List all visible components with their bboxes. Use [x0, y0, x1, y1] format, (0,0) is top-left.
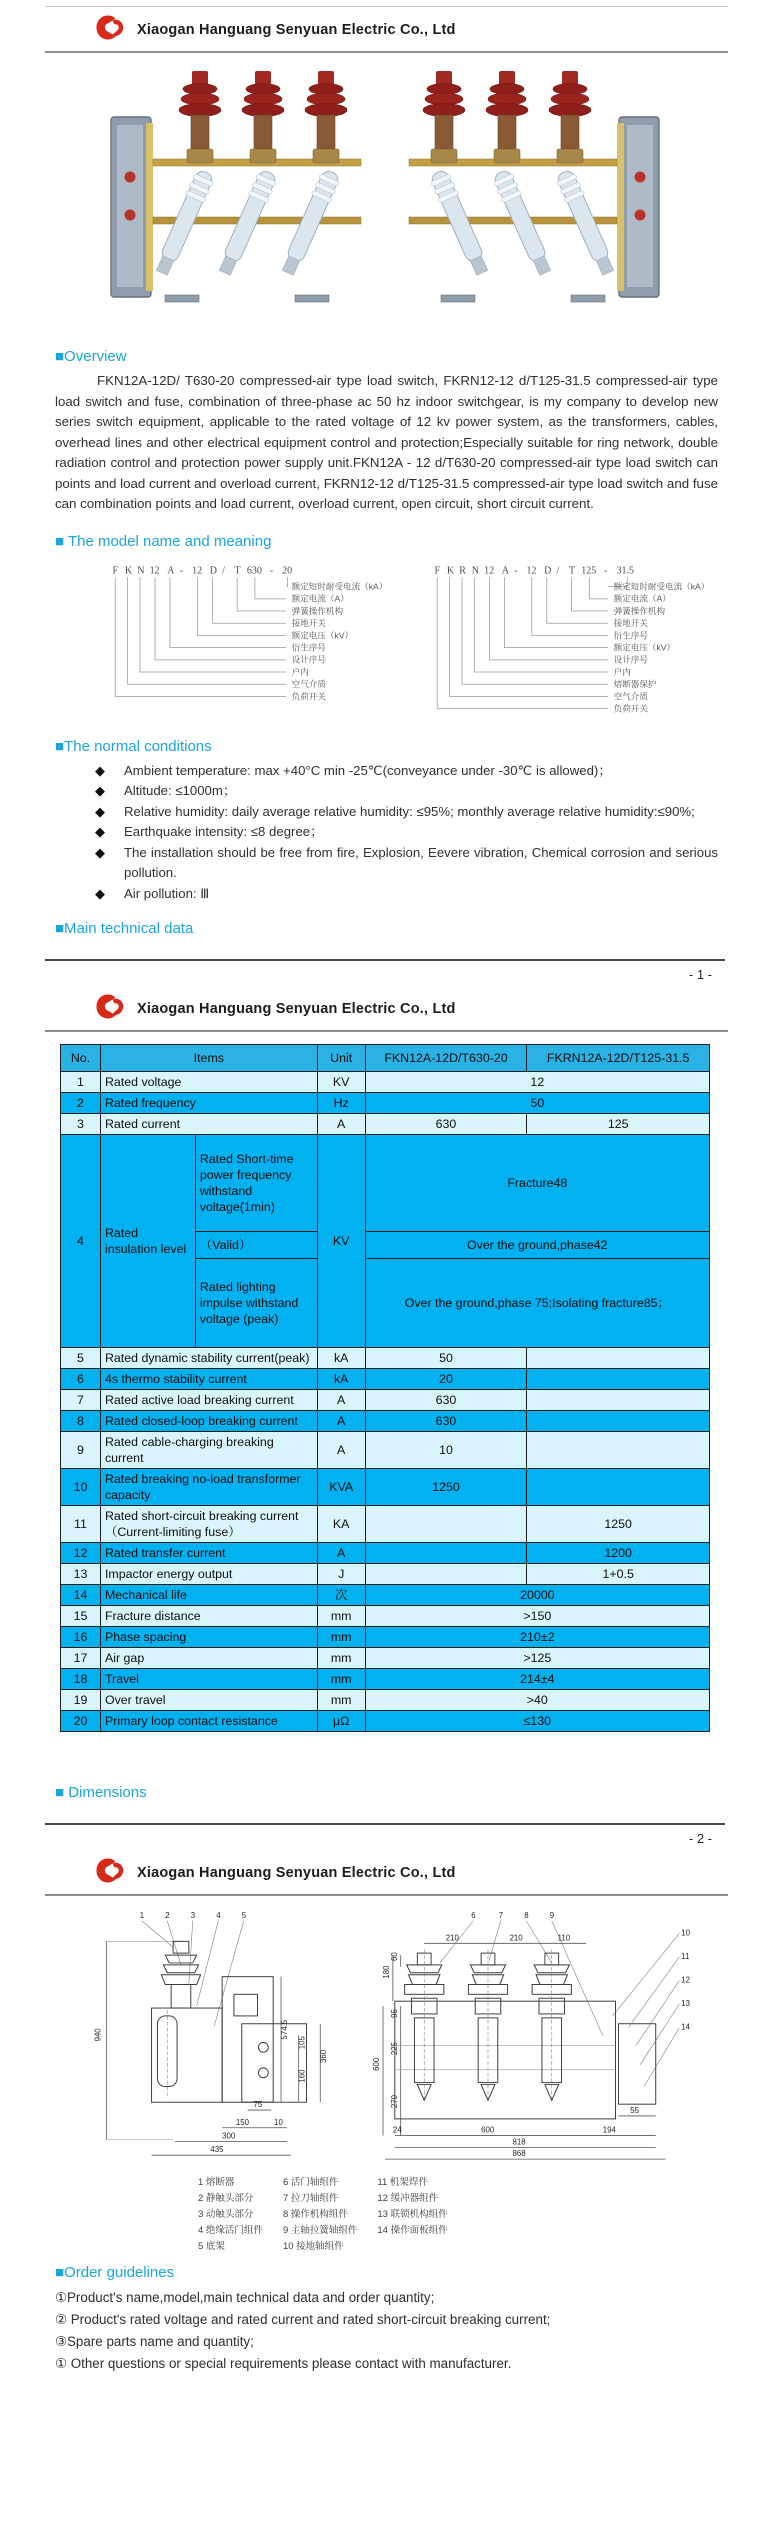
table-cell: Over travel — [100, 1690, 317, 1711]
table-cell — [527, 1369, 710, 1390]
svg-text:574.5: 574.5 — [279, 2019, 289, 2040]
table-cell: 16 — [61, 1627, 101, 1648]
company-logo-icon — [95, 14, 125, 46]
table-cell: ≤130 — [365, 1711, 709, 1732]
table-cell: 20 — [61, 1711, 101, 1732]
model-diagram-label: 空气介质 — [613, 690, 648, 701]
model-diagram-line — [589, 577, 608, 599]
model-diagram-line — [474, 577, 608, 672]
model-diagram-line — [571, 577, 607, 611]
table-row — [61, 1690, 710, 1711]
page1-divider — [45, 959, 725, 961]
table-row — [61, 1390, 710, 1411]
svg-text:14: 14 — [681, 2022, 690, 2032]
condition-item — [95, 781, 718, 802]
svg-text:1: 1 — [139, 1910, 145, 1920]
table-cell: A — [317, 1390, 365, 1411]
condition-item — [95, 843, 718, 884]
svg-text:7: 7 — [498, 1910, 504, 1920]
legend-column — [283, 2174, 357, 2252]
legend-item: 11 机架焊件 — [377, 2177, 428, 2188]
model-diagram-line — [197, 577, 286, 635]
model-diagram-label: 空气介质 — [291, 678, 326, 689]
legend-item: 12 缓冲器组件 — [377, 2193, 439, 2204]
table-cell: 2 — [61, 1093, 101, 1114]
table-cell: Rated lighting impulse withstand voltage (peak) — [195, 1259, 317, 1348]
table-header-cell: FKRN12A-12D/T125-31.5 — [527, 1045, 710, 1072]
model-code-token: T — [234, 564, 241, 576]
model-code-token: A — [501, 564, 509, 576]
model-diagram-line — [504, 577, 608, 648]
table-cell: Rated short-circuit breaking current（Current-limiting fuse） — [100, 1506, 317, 1543]
table-cell: 1250 — [527, 1506, 710, 1543]
table-cell: Rated current — [100, 1114, 317, 1135]
technical-data-table — [60, 1044, 710, 1732]
svg-text:95: 95 — [389, 2009, 399, 2018]
order-guideline-item: ② Product's rated voltage and rated current and rated short-circuit breaking current; — [55, 2312, 551, 2327]
company-name: Xiaogan Hanguang Senyuan Electric Co., Ltd — [137, 1001, 456, 1017]
order-guideline-item: ①Product's name,model,main technical data and order quantity; — [55, 2290, 435, 2305]
main-technical-data-heading: ■Main technical data — [55, 920, 194, 937]
table-cell: 次 — [317, 1585, 365, 1606]
svg-text:940: 940 — [93, 2028, 103, 2042]
svg-text:8: 8 — [524, 1910, 529, 1920]
table-row — [61, 1432, 710, 1469]
table-cell: >40 — [365, 1690, 709, 1711]
condition-item — [95, 822, 718, 843]
condition-item — [95, 884, 718, 905]
company-logo-icon — [95, 993, 125, 1025]
svg-text:4: 4 — [216, 1910, 221, 1920]
table-cell: A — [317, 1411, 365, 1432]
table-cell: 1+0.5 — [527, 1564, 710, 1585]
table-cell: Rated cable-charging breaking current — [100, 1432, 317, 1469]
model-diagram-line — [170, 577, 286, 648]
condition-text: Altitude: ≤1000m； — [124, 783, 237, 798]
diamond-bullet-icon: ◆ — [95, 885, 106, 901]
svg-text:194: 194 — [602, 2125, 616, 2135]
model-diagram-line — [140, 577, 286, 672]
svg-text:2: 2 — [165, 1910, 170, 1920]
table-cell: 125 — [527, 1114, 710, 1135]
model-diagram-line — [449, 577, 607, 696]
model-diagram-label: 额定短时耐受电流（kA） — [613, 580, 709, 591]
svg-text:24: 24 — [392, 2125, 402, 2135]
table-cell: 18 — [61, 1669, 101, 1690]
table-cell: 20 — [365, 1369, 527, 1390]
svg-text:818: 818 — [512, 2137, 526, 2147]
diamond-bullet-icon: ◆ — [95, 844, 106, 860]
svg-text:11: 11 — [681, 1952, 690, 1962]
overview-paragraph: FKN12A-12D/ T630-20 compressed-air type load switch, FKRN12-12 d/T125-31.5 compressed-air type load switch and fuse, combination of three-phase ac 50 hz indoor switchgear, is my company to develop new series switch equipment, applicable to the rated voltage of 12 kv power system, as the transformers, cables, overhead lines and other electrical equipment control and protection;Especially suitable for ring network, double radiation control and protection power supply unit.FKN12A - 12 d/T630-20 compressed-air type load switch can points and load current and overload current, FKRN12-12 d/T125-31.5 compressed-air type load switch and fuse can combination points and load current, overload current, open circuit, short circuit current. — [55, 373, 718, 511]
table-cell: A — [317, 1114, 365, 1135]
model-diagram-label: 负荷开关 — [291, 690, 326, 701]
order-guideline-item: ① Other questions or special requirements please contact with manufacturer. — [55, 2356, 512, 2371]
table-cell: 630 — [365, 1114, 527, 1135]
model-code-token: D — [543, 564, 551, 576]
table-cell: 19 — [61, 1690, 101, 1711]
table-cell: 214±4 — [365, 1669, 709, 1690]
svg-text:600: 600 — [372, 2057, 382, 2071]
table-cell: Fracture distance — [100, 1606, 317, 1627]
table-cell: Fracture48 — [365, 1135, 709, 1232]
model-code-token: K — [446, 564, 454, 576]
table-cell: 5 — [61, 1348, 101, 1369]
diamond-bullet-icon: ◆ — [95, 783, 106, 798]
condition-text: Relative humidity: daily average relative humidity: ≤95%; monthly average relative humidity:≤90%; — [124, 803, 695, 819]
table-cell: mm — [317, 1606, 365, 1627]
model-code-token: R — [458, 564, 466, 576]
table-cell: Rated dynamic stability current(peak) — [100, 1348, 317, 1369]
model-diagram-label: 设计序号 — [613, 654, 648, 665]
legend-item: 13 联锁机构组件 — [377, 2209, 448, 2220]
legend-item: 8 操作机构组件 — [282, 2209, 348, 2220]
table-cell: 12 — [365, 1072, 709, 1093]
model-code-token: F — [112, 564, 119, 576]
model-diagram-label: 额定电压（kV） — [613, 641, 675, 652]
model-diagrams — [103, 556, 718, 724]
svg-text:10: 10 — [274, 2117, 283, 2127]
model-code-token: D — [209, 564, 217, 576]
order-guidelines-heading: ■Order guidelines — [55, 2264, 175, 2281]
table-row — [61, 1711, 710, 1732]
table-cell: Hz — [317, 1093, 365, 1114]
model-diagram-label: 户内 — [291, 666, 309, 677]
page2-divider — [45, 1823, 725, 1825]
model-diagram-right — [425, 556, 719, 724]
svg-text:225: 225 — [389, 2042, 399, 2056]
table-row — [61, 1627, 710, 1648]
table-header-cell: No. — [61, 1045, 101, 1072]
table-cell: >125 — [365, 1648, 709, 1669]
table-cell — [365, 1543, 527, 1564]
svg-text:110: 110 — [557, 1933, 571, 1943]
table-cell: 7 — [61, 1390, 101, 1411]
model-code-token: 20 — [282, 564, 293, 576]
svg-text:360: 360 — [319, 2049, 329, 2063]
order-guidelines-list — [55, 2287, 718, 2375]
model-code-token: A — [167, 564, 175, 576]
table-row — [61, 1093, 710, 1114]
table-header-cell: Unit — [317, 1045, 365, 1072]
model-code-token: T — [568, 564, 575, 576]
model-diagram-line — [531, 577, 607, 635]
table-row — [61, 1606, 710, 1627]
model-diagram-label: 熔断器保护 — [613, 678, 657, 689]
condition-text: Earthquake intensity: ≤8 degree； — [124, 824, 324, 839]
svg-text:160: 160 — [297, 2069, 307, 2083]
table-header — [61, 1045, 710, 1072]
table-cell: mm — [317, 1669, 365, 1690]
table-cell: 20000 — [365, 1585, 709, 1606]
table-cell: 6 — [61, 1369, 101, 1390]
model-meaning-heading: ■ The model name and meaning — [55, 532, 272, 550]
condition-text: Ambient temperature: max +40°C min -25℃(conveyance under -30℃ is allowed)； — [124, 762, 612, 778]
table-cell: Rated Short-time power frequency withstand voltage(1min) — [195, 1135, 317, 1232]
table-cell: 50 — [365, 1093, 709, 1114]
company-logo-icon — [95, 1857, 125, 1889]
table-row — [61, 1506, 710, 1543]
table-cell: 1250 — [365, 1469, 527, 1506]
table-cell: mm — [317, 1627, 365, 1648]
table-cell: 630 — [365, 1390, 527, 1411]
table-cell: Rated insulation level — [100, 1135, 195, 1348]
legend-item: 9 主轴拉簧轴组件 — [282, 2225, 358, 2236]
page1-number: - 1 - — [688, 967, 712, 982]
table-cell: 17 — [61, 1648, 101, 1669]
model-diagram-label: 额定电流（A） — [613, 593, 671, 604]
model-code-token: F — [434, 564, 440, 576]
condition-item — [95, 802, 718, 823]
company-name: Xiaogan Hanguang Senyuan Electric Co., Ltd — [137, 22, 456, 38]
model-diagram-line — [546, 577, 607, 623]
table-row — [61, 1669, 710, 1690]
model-code-token: K — [124, 564, 133, 576]
table-cell: 4 — [61, 1135, 101, 1348]
table-cell: 50 — [365, 1348, 527, 1369]
table-cell — [527, 1390, 710, 1411]
company-name: Xiaogan Hanguang Senyuan Electric Co., Ltd — [137, 1865, 456, 1881]
table-cell: 15 — [61, 1606, 101, 1627]
legend-column — [198, 2174, 263, 2252]
table-cell: Rated frequency — [100, 1093, 317, 1114]
table-row — [61, 1348, 710, 1369]
table-row — [61, 1369, 710, 1390]
table-cell: 14 — [61, 1585, 101, 1606]
svg-text:10: 10 — [681, 1928, 690, 1938]
table-cell: KV — [317, 1072, 365, 1093]
page-header — [45, 1850, 728, 1896]
table-cell: 1200 — [527, 1543, 710, 1564]
model-code-token: - — [179, 564, 184, 576]
svg-text:600: 600 — [481, 2125, 495, 2135]
table-row — [61, 1469, 710, 1506]
table-cell: A — [317, 1432, 365, 1469]
product-photo — [0, 67, 770, 334]
table-cell: A — [317, 1543, 365, 1564]
svg-text:9: 9 — [549, 1910, 555, 1920]
table-cell: mm — [317, 1648, 365, 1669]
table-cell: J — [317, 1564, 365, 1585]
normal-conditions-list — [55, 761, 718, 905]
table-cell: μΩ — [317, 1711, 365, 1732]
svg-text:6: 6 — [471, 1910, 476, 1920]
dimension-drawing — [0, 1908, 770, 2170]
table-cell: KV — [317, 1135, 365, 1348]
model-diagram-label: 衍生序号 — [613, 629, 648, 640]
table-cell: Rated transfer current — [100, 1543, 317, 1564]
table-cell: mm — [317, 1690, 365, 1711]
svg-text:12: 12 — [681, 1975, 690, 1985]
model-code-token: 31.5 — [616, 564, 634, 576]
model-code-token: 12 — [525, 564, 536, 576]
table-cell — [365, 1506, 527, 1543]
table-row — [61, 1072, 710, 1093]
condition-item — [95, 761, 718, 782]
table-cell — [527, 1469, 710, 1506]
model-diagram-label: 弹簧操作机构 — [291, 605, 344, 616]
table-cell: 210±2 — [365, 1627, 709, 1648]
svg-text:868: 868 — [512, 2149, 526, 2159]
model-code-token: / — [556, 564, 559, 576]
model-diagram-left — [103, 556, 397, 724]
table-cell: （Valid） — [195, 1232, 317, 1259]
model-diagram-label: 负荷开关 — [613, 702, 648, 713]
table-cell — [365, 1564, 527, 1585]
drawing-legend — [198, 2174, 770, 2252]
diamond-bullet-icon: ◆ — [95, 762, 106, 778]
svg-text:210: 210 — [509, 1933, 523, 1943]
table-cell: 10 — [365, 1432, 527, 1469]
table-cell: Phase spacing — [100, 1627, 317, 1648]
table-cell: 12 — [61, 1543, 101, 1564]
model-diagram-line — [437, 577, 608, 709]
legend-item: 5 底架 — [198, 2241, 225, 2252]
model-code-token: 12 — [483, 564, 494, 576]
legend-item: 7 拉刀轴组件 — [282, 2193, 339, 2204]
svg-text:55: 55 — [630, 2106, 639, 2116]
table-cell: Mechanical life — [100, 1585, 317, 1606]
legend-item: 4 绝缘活门组件 — [198, 2225, 263, 2236]
dimensions-heading: ■ Dimensions — [55, 1784, 147, 1801]
table-cell: 10 — [61, 1469, 101, 1506]
table-cell: Primary loop contact resistance — [100, 1711, 317, 1732]
table-cell: 1 — [61, 1072, 101, 1093]
table-cell: kA — [317, 1369, 365, 1390]
model-diagram-line — [115, 577, 286, 696]
model-diagram-label: 弹簧操作机构 — [613, 605, 665, 616]
model-code-token: 125 — [580, 564, 596, 576]
model-diagram-label: 衍生序号 — [291, 641, 326, 652]
table-row — [61, 1135, 710, 1232]
table-cell: 8 — [61, 1411, 101, 1432]
model-code-token: N — [137, 564, 145, 576]
table-header-cell: FKN12A-12D/T630-20 — [365, 1045, 527, 1072]
condition-text: The installation should be free from fire, Explosion, Eevere vibration, Chemical corrosion and serious pollution. — [124, 844, 718, 880]
model-diagram-label: 设计序号 — [291, 654, 326, 665]
table-row — [61, 1411, 710, 1432]
condition-text: Air pollution: Ⅲ — [124, 885, 210, 901]
table-cell: Travel — [100, 1669, 317, 1690]
svg-text:180: 180 — [381, 1965, 391, 1979]
table-cell: Rated closed-loop breaking current — [100, 1411, 317, 1432]
table-cell: Over the ground,phase42 — [365, 1232, 709, 1259]
table-cell: 3 — [61, 1114, 101, 1135]
page2-number: - 2 - — [688, 1831, 712, 1846]
svg-text:435: 435 — [210, 2145, 224, 2155]
diamond-bullet-icon: ◆ — [95, 803, 106, 819]
overview-heading: ■Overview — [55, 348, 127, 365]
model-diagram-line — [237, 577, 286, 611]
table-row — [61, 1543, 710, 1564]
table-body — [61, 1072, 710, 1732]
legend-item: 2 静触头部分 — [198, 2193, 254, 2204]
model-diagram-label: 额定电压（kV） — [291, 629, 354, 640]
table-header-row — [61, 1045, 710, 1072]
svg-text:300: 300 — [222, 2131, 236, 2141]
table-cell: kA — [317, 1348, 365, 1369]
table-cell — [527, 1411, 710, 1432]
legend-item: 10 接地轴组件 — [282, 2241, 344, 2252]
model-diagram-line — [212, 577, 286, 623]
legend-item: 1 熔断器 — [198, 2177, 235, 2188]
table-cell: Impactor energy output — [100, 1564, 317, 1585]
legend-item: 6 活门轴组件 — [282, 2177, 339, 2188]
model-code-token: 12 — [192, 564, 203, 576]
model-code-token: 12 — [149, 564, 160, 576]
model-diagram-label: 额定电流（A） — [291, 593, 349, 604]
model-diagram-line — [286, 577, 288, 587]
table-cell: >150 — [365, 1606, 709, 1627]
model-diagram-line — [461, 577, 607, 684]
table-cell: 9 — [61, 1432, 101, 1469]
table-cell: Air gap — [100, 1648, 317, 1669]
table-cell: 4s thermo stability current — [100, 1369, 317, 1390]
datasheet-page — [0, 6, 770, 2537]
table-cell: Over the ground,phase 75;Isolating fracture85； — [365, 1259, 709, 1348]
svg-text:270: 270 — [389, 2095, 399, 2109]
table-header-cell: Items — [100, 1045, 317, 1072]
model-diagram-line — [128, 577, 286, 684]
table-cell: Rated voltage — [100, 1072, 317, 1093]
model-diagram-label: 户内 — [613, 666, 631, 677]
legend-item: 3 动触头部分 — [198, 2209, 254, 2220]
model-code-token: - — [269, 564, 274, 576]
legend-item: 14 操作面板组件 — [377, 2225, 448, 2236]
model-code-token: - — [603, 564, 607, 576]
table-cell: KVA — [317, 1469, 365, 1506]
table-cell: 630 — [365, 1411, 527, 1432]
svg-text:5: 5 — [241, 1910, 247, 1920]
legend-column — [377, 2174, 447, 2252]
table-cell — [527, 1348, 710, 1369]
svg-text:60: 60 — [389, 1952, 399, 1961]
table-cell: KA — [317, 1506, 365, 1543]
table-cell: 11 — [61, 1506, 101, 1543]
model-code-token: N — [471, 564, 479, 576]
table-cell — [527, 1432, 710, 1469]
model-diagram-label: 接地开关 — [291, 617, 326, 628]
model-diagram-label: 接地开关 — [613, 617, 648, 628]
model-code-token: 630 — [246, 564, 262, 576]
table-cell: Rated active load breaking current — [100, 1390, 317, 1411]
table-cell: 13 — [61, 1564, 101, 1585]
svg-text:150: 150 — [235, 2117, 249, 2127]
table-row — [61, 1564, 710, 1585]
svg-text:3: 3 — [190, 1910, 196, 1920]
model-diagram-label: 额定短时耐受电流（kA） — [291, 580, 388, 591]
page-header — [45, 6, 728, 53]
table-cell: Rated breaking no-load transformer capacity — [100, 1469, 317, 1506]
order-guideline-item: ③Spare parts name and quantity; — [55, 2334, 254, 2349]
svg-text:210: 210 — [445, 1933, 459, 1943]
table-row — [61, 1585, 710, 1606]
svg-text:13: 13 — [681, 1999, 690, 2009]
normal-conditions-heading: ■The normal conditions — [55, 737, 212, 755]
model-diagram-line — [255, 577, 286, 599]
svg-text:75: 75 — [253, 2100, 263, 2110]
page-header — [45, 986, 728, 1032]
svg-text:105: 105 — [297, 2036, 307, 2050]
model-code-token: / — [222, 564, 225, 576]
model-code-token: - — [513, 564, 517, 576]
diamond-bullet-icon: ◆ — [95, 824, 106, 839]
table-row — [61, 1648, 710, 1669]
table-row — [61, 1114, 710, 1135]
